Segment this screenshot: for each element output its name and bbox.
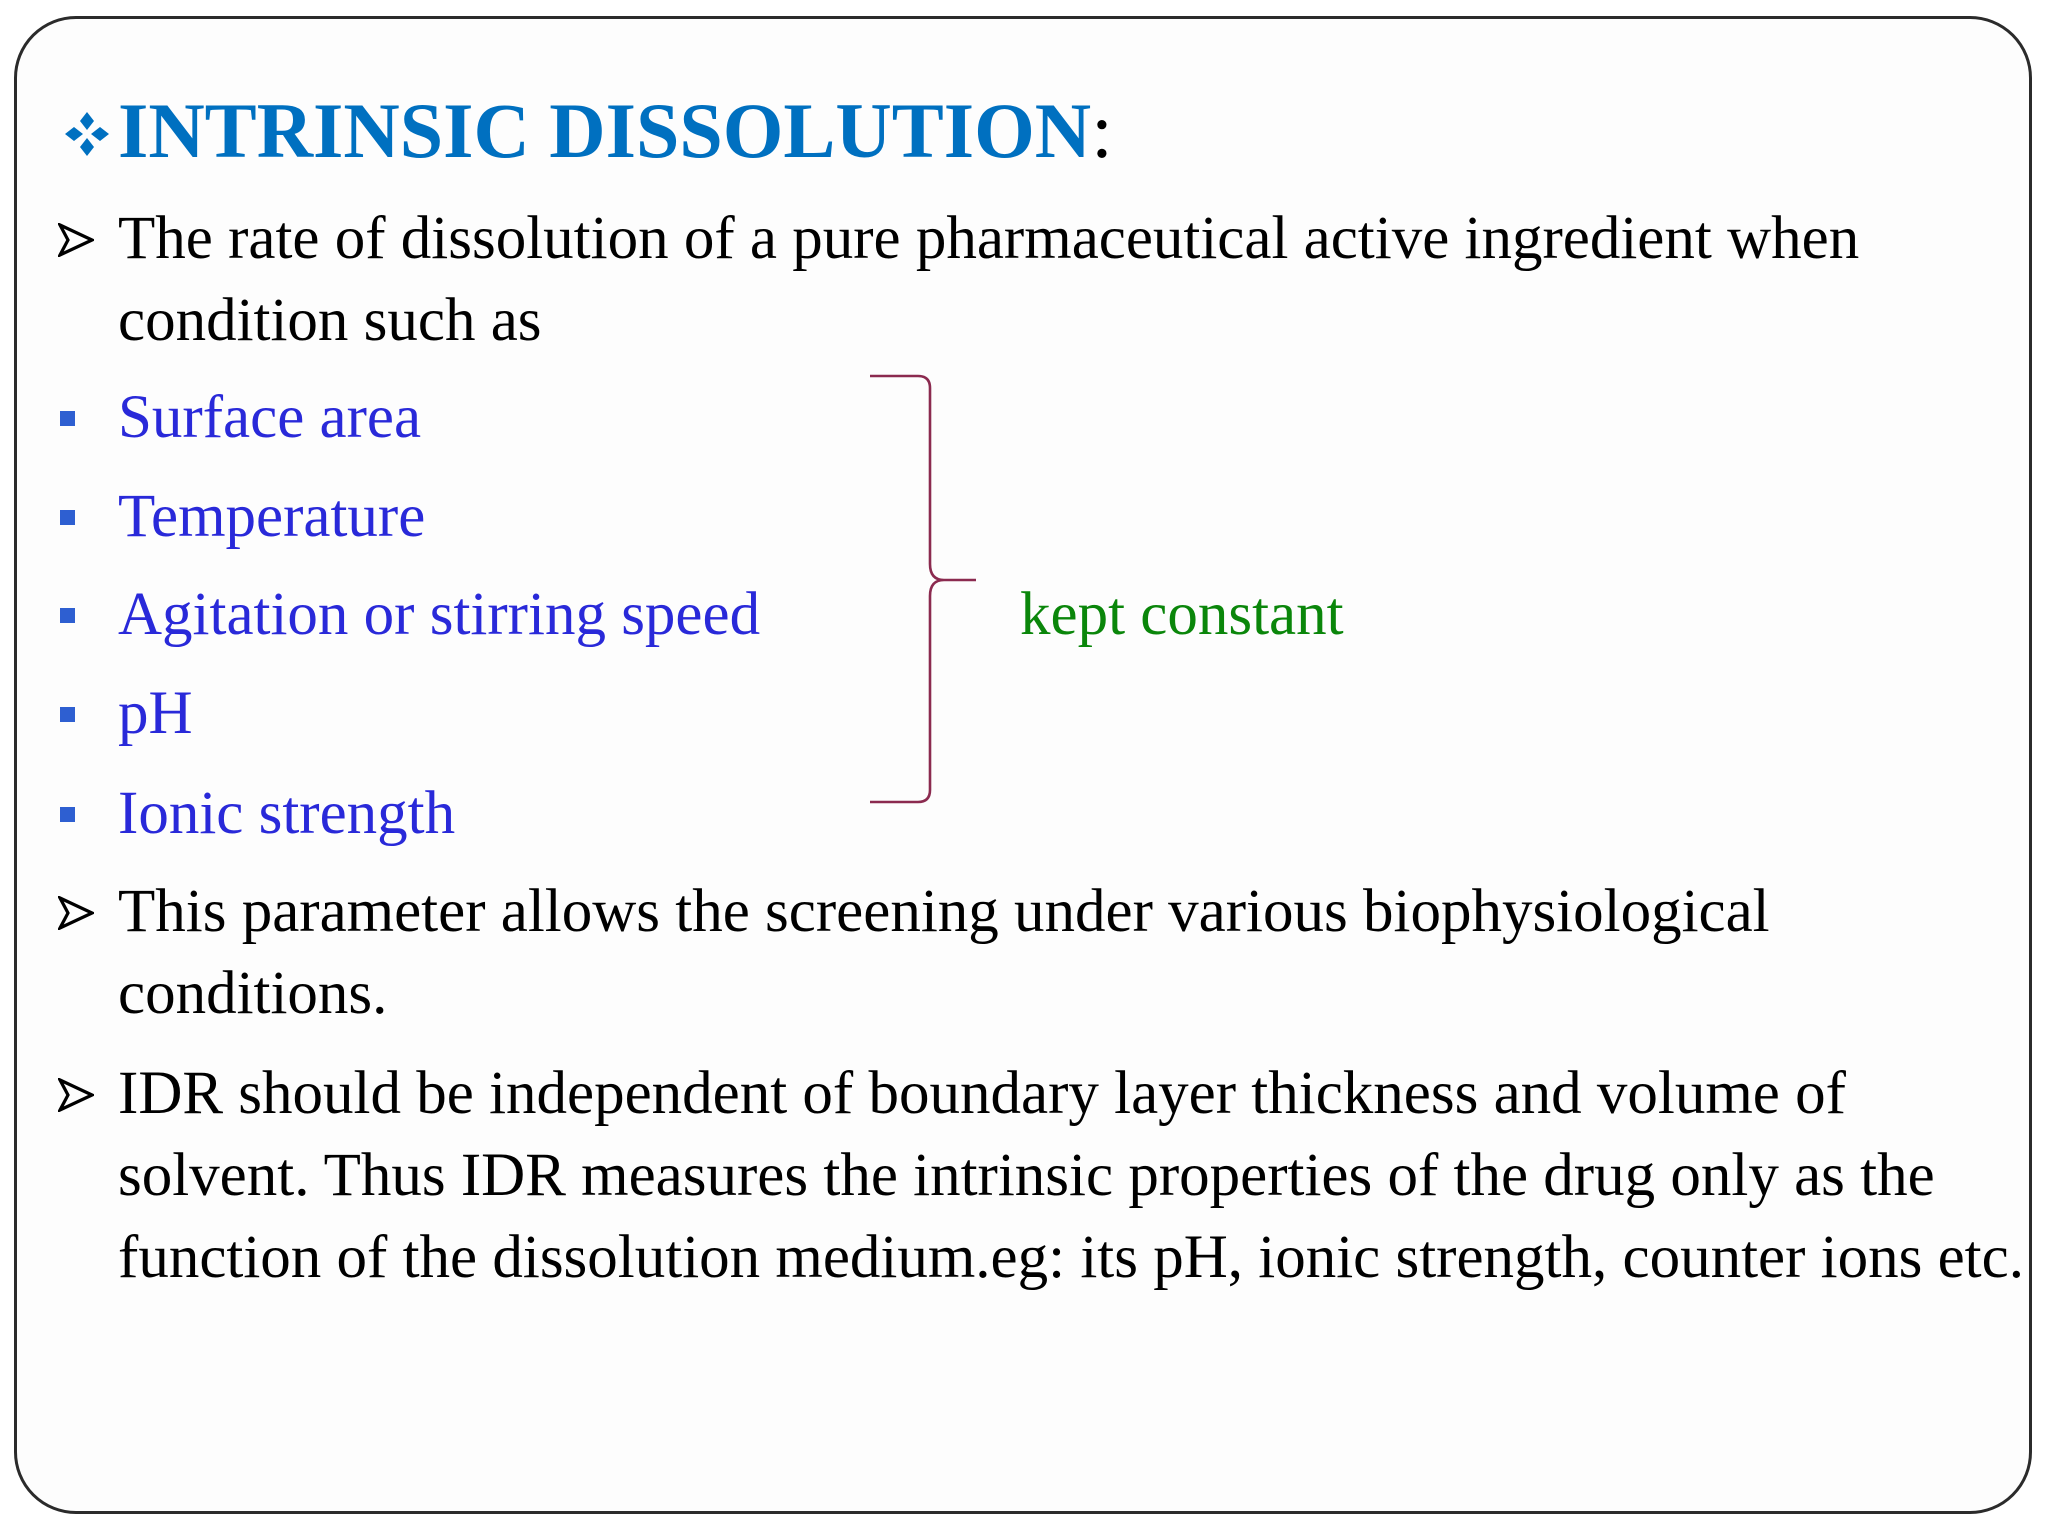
condition-item <box>58 776 455 852</box>
point-idr-text: IDR should be independent of boundary layer thickness and volume of solvent. Thus IDR measures the intrinsic properties of the drug only as the function of the dissolution medium.eg: its pH, ionic strength, counter ions etc. <box>118 1060 2024 1291</box>
diamond-bullet-icon <box>62 109 112 159</box>
arrow-bullet-icon <box>58 223 94 257</box>
square-bullet-icon <box>60 510 75 525</box>
slide-title <box>62 86 1113 176</box>
point-screening <box>58 871 2048 1035</box>
slide-title-colon: : <box>1091 87 1113 174</box>
condition-label: Ionic strength <box>118 780 456 847</box>
square-bullet-icon <box>60 608 75 623</box>
square-bullet-icon <box>60 707 75 722</box>
right-curly-brace <box>868 372 978 808</box>
condition-label: Surface area <box>118 384 422 451</box>
condition-item <box>58 479 425 555</box>
condition-label: pH <box>118 680 193 747</box>
condition-label: Temperature <box>118 483 426 550</box>
condition-item <box>58 380 421 456</box>
point-idr <box>58 1053 2048 1299</box>
arrow-bullet-icon <box>58 1078 94 1112</box>
slide-title-text: INTRINSIC DISSOLUTION <box>118 87 1092 174</box>
condition-item <box>58 676 193 752</box>
condition-item <box>58 577 760 653</box>
point-definition-text: The rate of dissolution of a pure pharmaceutical active ingredient when condition such as <box>118 205 1860 354</box>
kept-constant-label: kept constant <box>1020 581 1344 648</box>
square-bullet-icon <box>60 411 75 426</box>
square-bullet-icon <box>60 807 75 822</box>
condition-label: Agitation or stirring speed <box>118 581 761 648</box>
point-screening-text: This parameter allows the screening under various biophysiological conditions. <box>118 878 1770 1027</box>
arrow-bullet-icon <box>58 896 94 930</box>
point-definition <box>58 198 2048 362</box>
